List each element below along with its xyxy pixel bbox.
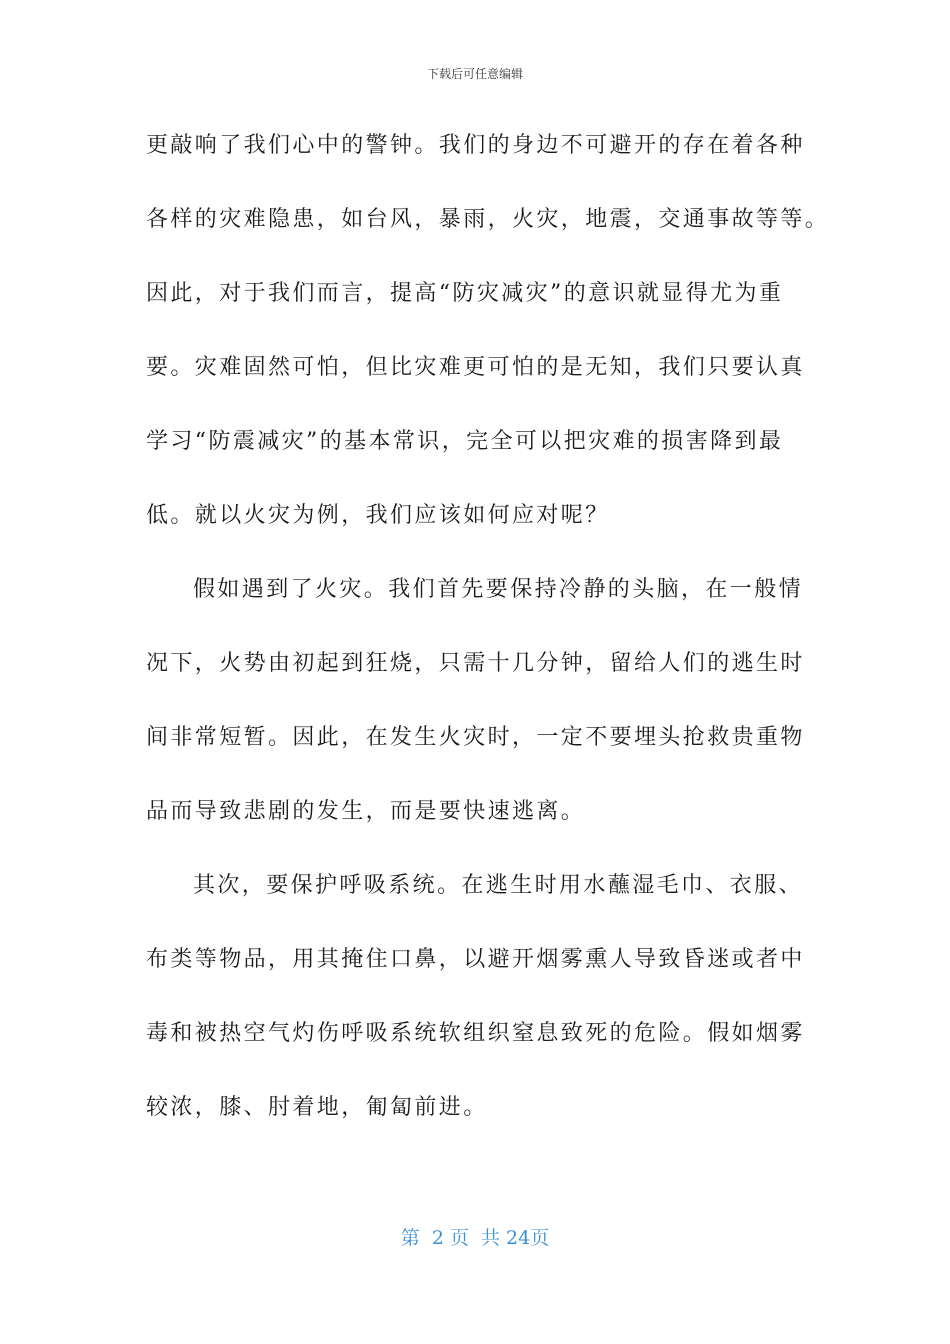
text-line: 间非常短暂。因此，在发生火灾时，一定不要埋头抢救贵重物 <box>146 725 805 750</box>
text-line: 布类等物品，用其掩住口鼻，以避开烟雾熏人导致昏迷或者中 <box>146 947 805 972</box>
text-line: 要。灾难固然可怕，但比灾难更可怕的是无知，我们只要认真 <box>146 355 805 380</box>
paragraph-start-line: 假如遇到了火灾。我们首先要保持冷静的头脑，在一般情 <box>193 577 804 602</box>
text-line: 毒和被热空气灼伤呼吸系统软组织窒息致死的危险。假如烟雾 <box>146 1021 805 1046</box>
text-line: 低。就以火灾为例，我们应该如何应对呢？ <box>146 503 610 528</box>
paragraph-start-line: 其次，要保护呼吸系统。在逃生时用水蘸湿毛巾、衣服、 <box>193 873 804 898</box>
page-header-note: 下载后可任意编辑 <box>426 67 523 81</box>
text-line: 因此，对于我们而言，提高“防灾减灾”的意识就显得尤为重 <box>146 281 784 306</box>
text-line: 更敲响了我们心中的警钟。我们的身边不可避开的存在着各种 <box>146 133 805 158</box>
text-line: 学习“防震减灾”的基本常识，完全可以把灾难的损害降到最 <box>146 429 784 454</box>
text-line: 品而导致悲剧的发生，而是要快速逃离。 <box>146 799 586 824</box>
text-line: 较浓，膝、肘着地，匍匐前进。 <box>146 1095 488 1120</box>
page-number-footer: 第 2 页 共 24页 <box>400 1227 550 1249</box>
text-line: 各样的灾难隐患，如台风，暴雨，火灾，地震，交通事故等等。 <box>146 207 830 232</box>
text-line: 况下，火势由初起到狂烧，只需十几分钟，留给人们的逃生时 <box>146 651 805 676</box>
body-text <box>146 124 830 1160</box>
